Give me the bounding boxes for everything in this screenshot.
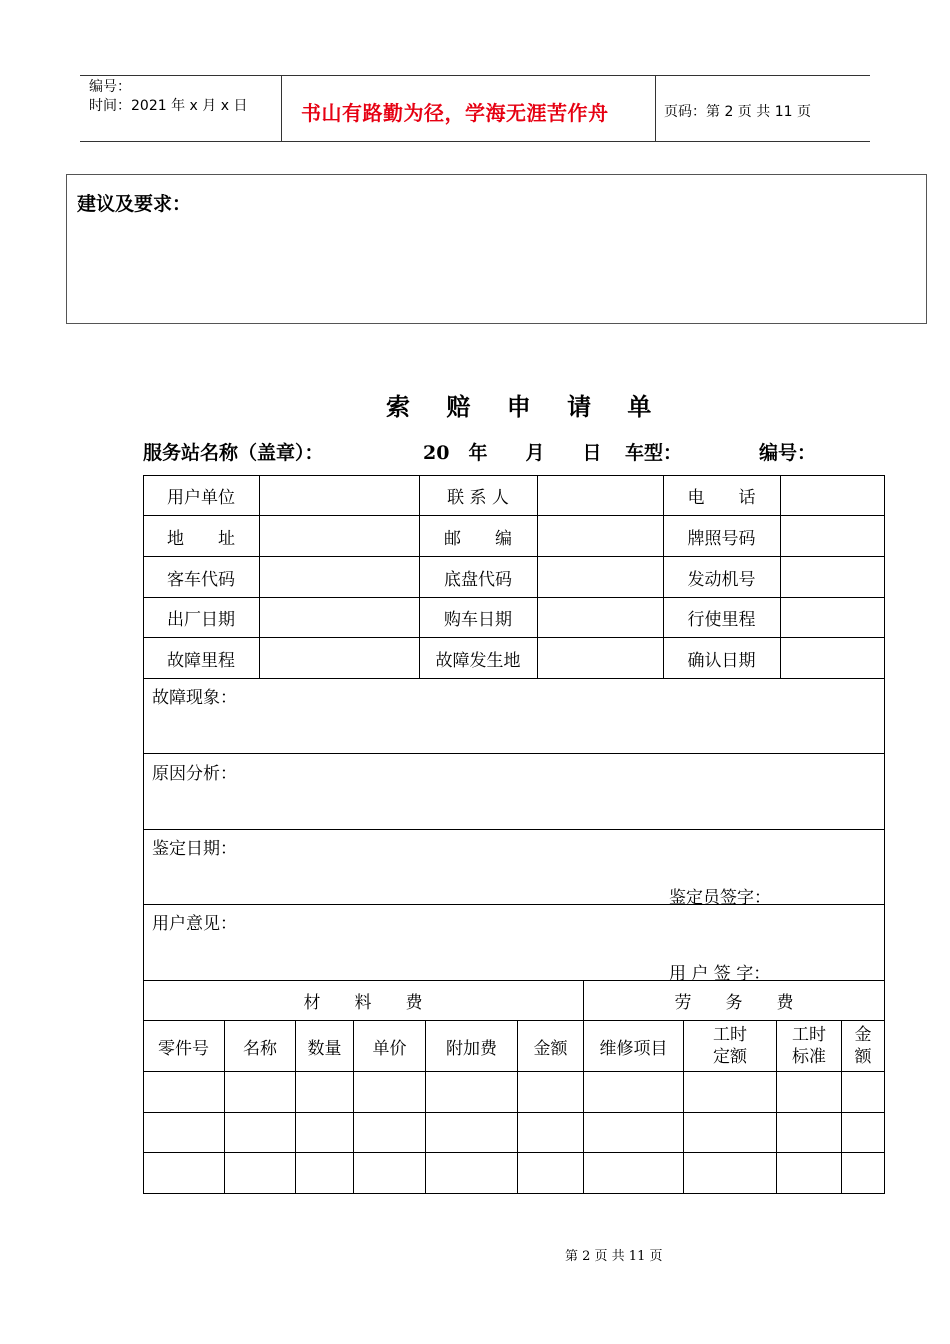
- material-fee-header: 材 料 费: [303, 993, 423, 1013]
- field-label: 电 话: [687, 487, 756, 508]
- station-name-label: 服务站名称（盖章）：: [143, 442, 324, 464]
- grid-line: [537, 475, 538, 678]
- column-header: 维修项目: [599, 1038, 668, 1059]
- grid-line: [259, 475, 260, 678]
- header-divider: [655, 75, 656, 142]
- labor-fee-header: 劳 务 费: [674, 993, 794, 1013]
- car-model-label: 车型：: [625, 442, 683, 464]
- field-label: 地 址: [167, 528, 235, 549]
- column-header: 名称: [243, 1038, 277, 1059]
- field-label: 客车代码: [167, 569, 235, 590]
- column-header: 附加费: [446, 1038, 497, 1059]
- document-number-label: 编号：: [89, 79, 131, 95]
- grid-line: [143, 753, 885, 754]
- user-opinion-label: 用户意见：: [152, 914, 237, 934]
- grid-line: [143, 1112, 885, 1113]
- form-title: 索 赔 申 请 单: [386, 392, 666, 421]
- column-header: 金额: [533, 1038, 568, 1059]
- column-header: 零件号: [158, 1038, 209, 1059]
- document-time-label: 时间：2021 年 x 月 x 日: [89, 98, 248, 114]
- field-label: 出厂日期: [167, 610, 235, 630]
- header-bottom-rule: [80, 141, 870, 142]
- field-label: 行使里程: [687, 610, 756, 630]
- appraiser-signature-label: 鉴定员签字：: [669, 888, 771, 908]
- column-header: 数量: [307, 1038, 342, 1059]
- column-header: 单价: [372, 1038, 407, 1059]
- field-label: 确认日期: [687, 650, 756, 671]
- page-footer: 第 2 页 共 11 页: [565, 1249, 663, 1264]
- grid-line: [143, 1071, 885, 1072]
- form-border: [884, 475, 885, 1194]
- fault-phenomenon-label: 故障现象：: [152, 688, 237, 708]
- grid-line: [143, 829, 885, 830]
- serial-number-label: 编号：: [759, 442, 817, 464]
- grid-line: [143, 678, 885, 679]
- suggestion-title: 建议及要求：: [77, 193, 192, 215]
- header-divider: [281, 75, 282, 142]
- user-signature-label: 用 户 签 字：: [669, 964, 771, 984]
- field-label: 用户单位: [167, 487, 235, 508]
- header-motto: 书山有路勤为径，学海无涯苦作舟: [301, 101, 609, 125]
- column-header: 工时 定额: [713, 1025, 747, 1067]
- suggestion-box: [66, 174, 927, 324]
- field-label: 底盘代码: [444, 569, 512, 590]
- field-label: 发动机号: [687, 569, 756, 590]
- date-label: 20 年 月 日: [423, 442, 602, 464]
- grid-line: [143, 1152, 885, 1153]
- field-label: 故障发生地: [435, 650, 521, 671]
- form-border: [143, 1193, 885, 1194]
- field-label: 牌照号码: [687, 528, 756, 549]
- header-top-rule: [80, 75, 870, 76]
- appraisal-date-label: 鉴定日期：: [152, 839, 237, 859]
- claim-form: [143, 475, 885, 1194]
- field-label: 邮 编: [444, 528, 512, 549]
- grid-line: [780, 475, 781, 678]
- column-header: 金 额: [854, 1025, 872, 1067]
- header-page-info: 页码：第 2 页 共 11 页: [664, 104, 811, 120]
- cause-analysis-label: 原因分析：: [152, 764, 237, 784]
- field-label: 联 系 人: [447, 487, 509, 508]
- field-label: 购车日期: [444, 610, 512, 630]
- column-header: 工时 标准: [792, 1025, 826, 1067]
- grid-line: [143, 904, 885, 905]
- field-label: 故障里程: [167, 650, 235, 671]
